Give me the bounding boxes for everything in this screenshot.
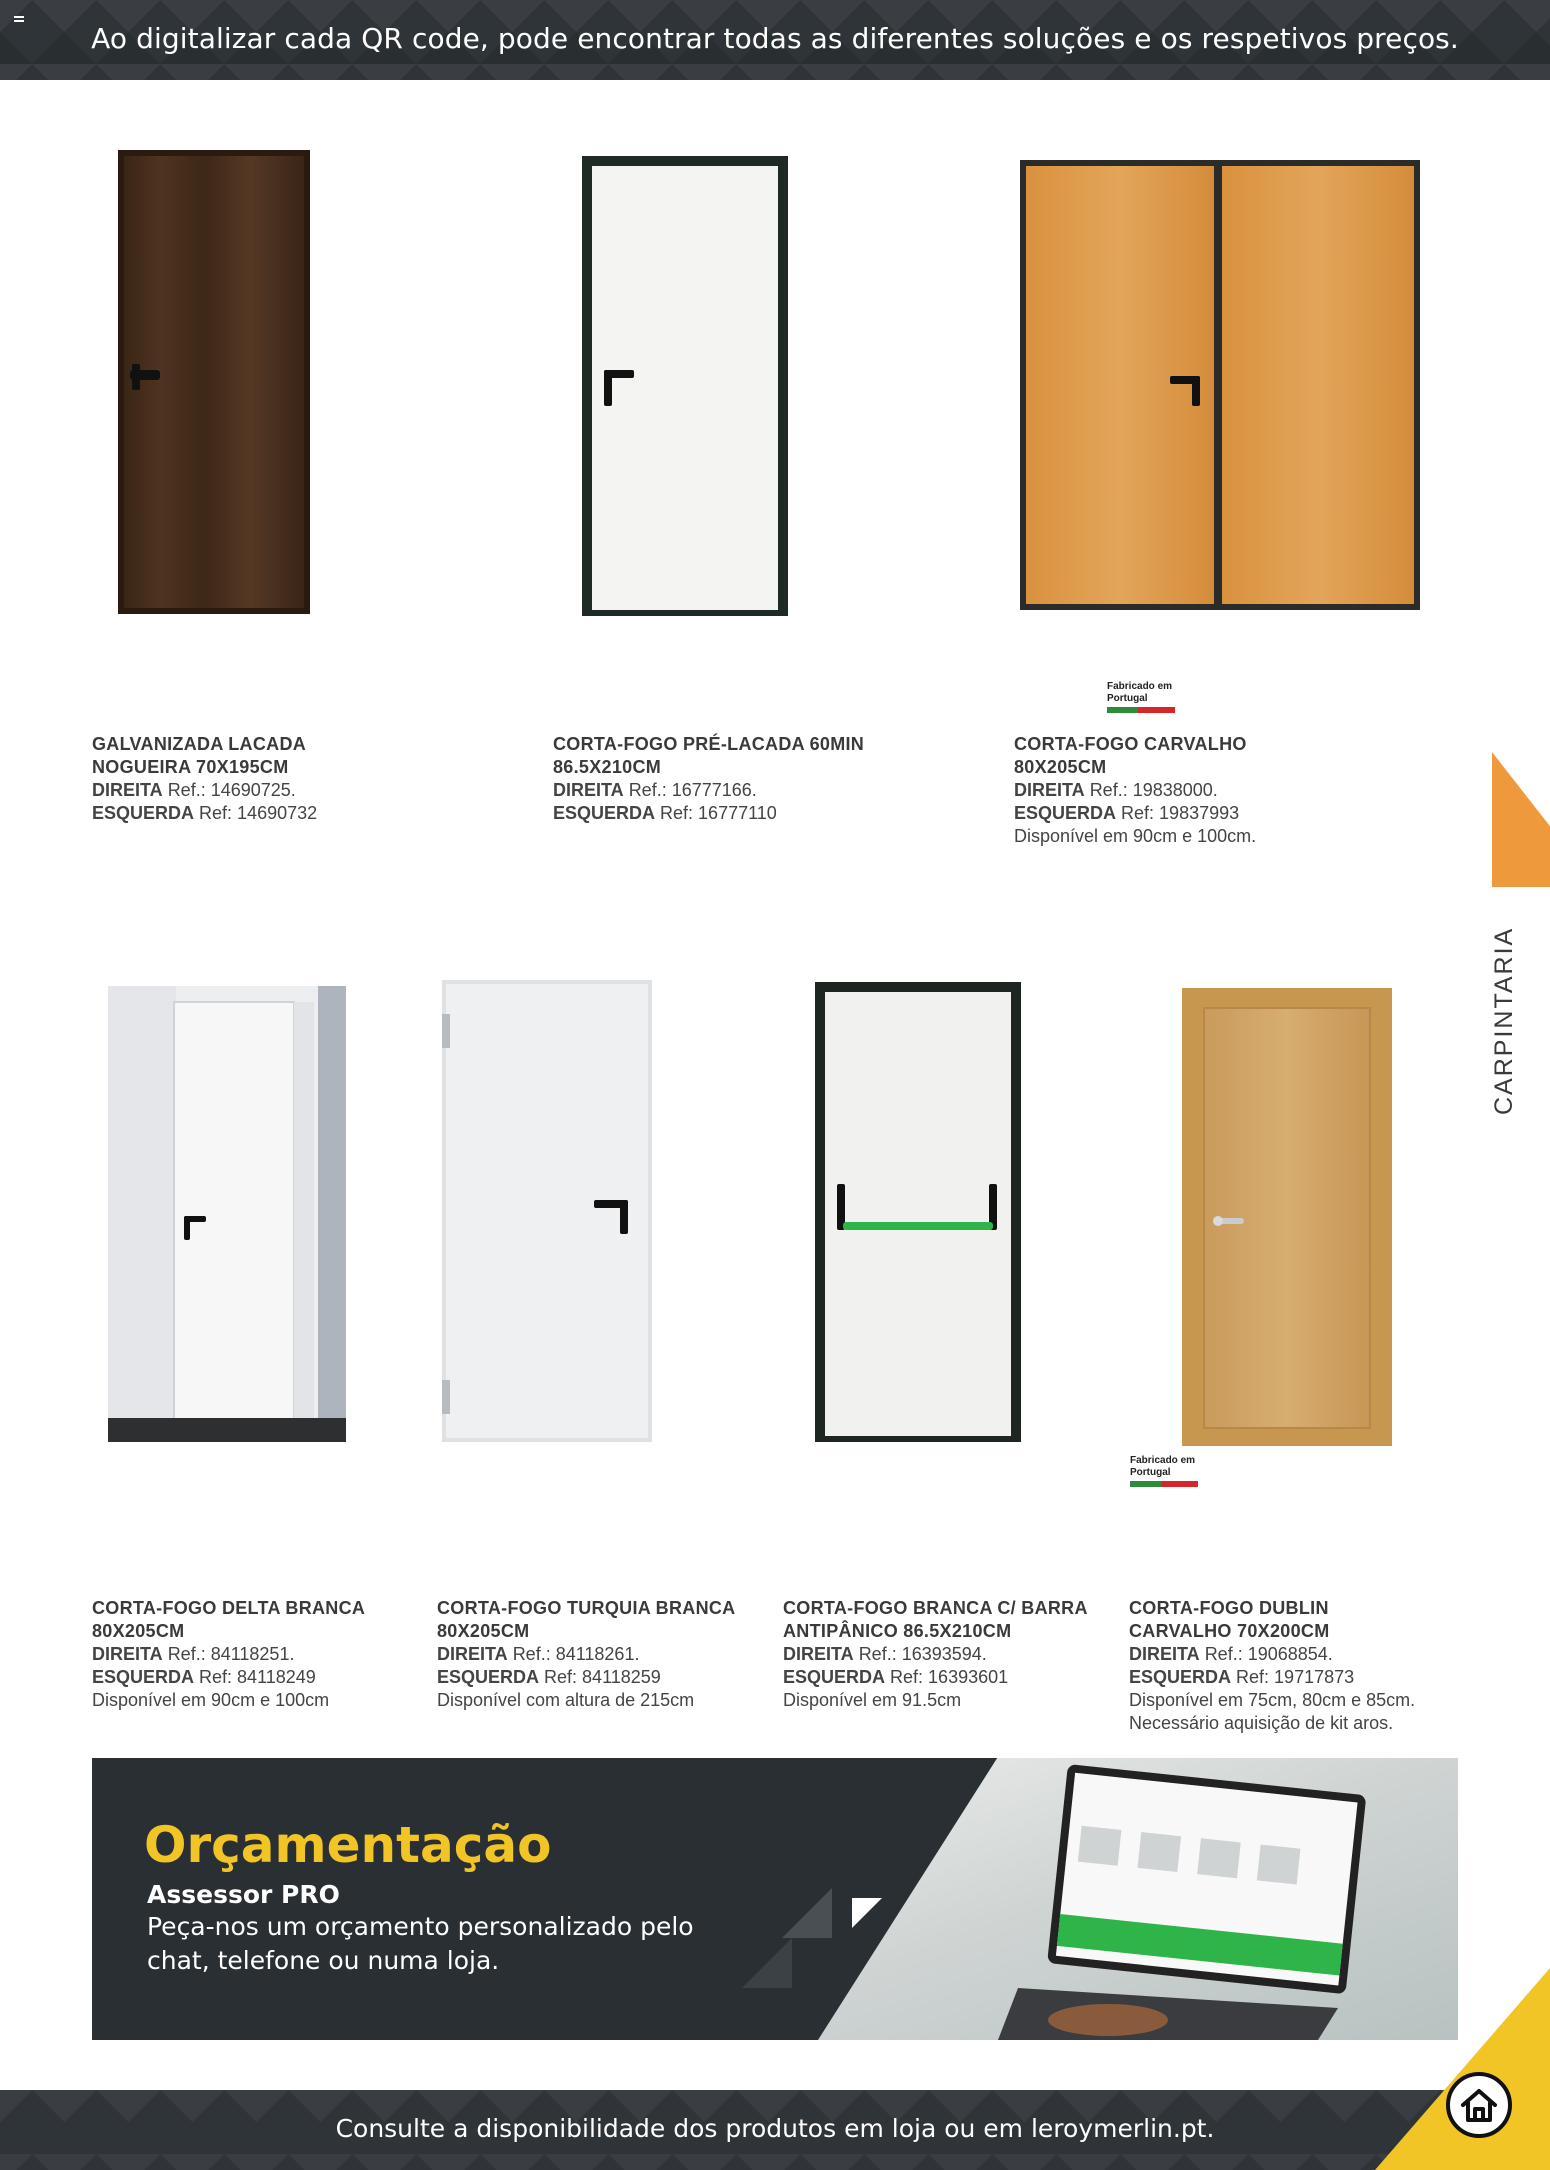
product-info [1014,733,1256,848]
product-note: Disponível com altura de 215cm [437,1690,695,1710]
decor-triangle [742,1938,792,1988]
product-image-corta-fogo-dublin [1182,988,1392,1450]
ref-value-left: Ref: 16777110 [660,803,777,823]
top-banner [0,0,1550,80]
ref-label-left: ESQUERDA [553,803,656,823]
footer-text: Consulte a disponibilidade dos produtos em loja ou em leroymerlin.pt. [335,2114,1215,2143]
section-label: CARPINTARIA [1490,926,1518,1115]
ref-value-left: Ref: 14690732 [199,803,318,823]
banner-subtitle: Assessor PRO [147,1880,340,1909]
product-image-corta-fogo-carvalho [1020,160,1420,614]
product-name-line2: CARVALHO 70X200CM [1129,1621,1330,1641]
ref-label-right: DIREITA [553,780,624,800]
decor-triangle [852,1898,882,1928]
product-name-line2: 80X205CM [1014,757,1107,777]
ref-value-left: Ref: 19717873 [1236,1667,1355,1687]
product-name-line2: 80X205CM [92,1621,185,1641]
ref-label-left: ESQUERDA [783,1667,886,1687]
banner-title: Orçamentação [144,1816,552,1874]
product-info [437,1597,735,1712]
product-info [92,1597,365,1712]
made-in-portugal-badge [1130,1455,1210,1487]
ref-value-right: Ref.: 19068854. [1204,1644,1333,1664]
product-name-line2: ANTIPÂNICO 86.5X210CM [783,1621,1012,1641]
product-image-corta-fogo-delta [108,986,346,1446]
ref-label-left: ESQUERDA [437,1667,540,1687]
ref-label-right: DIREITA [1129,1644,1200,1664]
banner-body: Peça-nos um orçamento personalizado pelo chat, telefone ou numa loja. [147,1912,694,1975]
ref-label-left: ESQUERDA [1129,1667,1232,1687]
made-in-portugal-text: Fabricado em Portugal [1107,681,1173,704]
product-image-corta-fogo-turquia [442,980,652,1446]
top-banner-text: Ao digitalizar cada QR code, pode encontrar todas as diferentes soluções e os respetivos preços. [91,22,1459,55]
ref-value-right: Ref.: 14690725. [167,780,296,800]
product-image-corta-fogo-pre-lacada [582,156,788,620]
product-name-line2: 80X205CM [437,1621,530,1641]
home-icon [1459,2085,1499,2125]
ref-value-right: Ref.: 84118261. [512,1644,640,1664]
home-button[interactable] [1446,2072,1512,2138]
ref-value-left: Ref: 84118259 [544,1667,661,1687]
ref-label-right: DIREITA [92,780,163,800]
product-info [553,733,864,825]
ref-value-left: Ref: 16393601 [890,1667,1009,1687]
laptop-photo [818,1758,1458,2040]
decor-triangle [782,1888,832,1938]
product-note: Disponível em 75cm, 80cm e 85cm. [1129,1690,1416,1710]
ref-label-left: ESQUERDA [92,803,195,823]
product-note: Disponível em 90cm e 100cm. [1014,826,1257,846]
ref-label-right: DIREITA [783,1644,854,1664]
product-name: CORTA-FOGO CARVALHO [1014,734,1247,754]
ref-label-right: DIREITA [92,1644,163,1664]
product-info [1129,1597,1415,1735]
product-name: CORTA-FOGO PRÉ-LACADA 60MIN [553,734,865,754]
ref-value-right: Ref.: 16393594. [858,1644,987,1664]
product-name-line2: 86.5X210CM [553,757,662,777]
footer-bar [0,2090,1550,2170]
product-name: CORTA-FOGO BRANCA C/ BARRA [783,1598,1088,1618]
ref-label-right: DIREITA [1014,780,1085,800]
ref-value-left: Ref: 19837993 [1121,803,1240,823]
made-in-portugal-badge [1107,681,1187,713]
ref-value-right: Ref.: 84118251. [167,1644,295,1664]
product-name: CORTA-FOGO DELTA BRANCA [92,1598,366,1618]
ref-label-right: DIREITA [437,1644,508,1664]
product-info [92,733,317,825]
budget-promo-banner[interactable] [92,1758,1458,2040]
product-image-galvanizada-nogueira [118,150,310,618]
product-info [783,1597,1088,1712]
section-tab [1492,752,1550,887]
product-image-corta-fogo-antipanico [815,982,1021,1446]
product-name: GALVANIZADA LACADA [92,734,307,754]
product-note-2: Necessário aquisição de kit aros. [1129,1713,1394,1733]
product-note: Disponível em 91.5cm [783,1690,962,1710]
ref-label-left: ESQUERDA [1014,803,1117,823]
ref-value-left: Ref: 84118249 [199,1667,316,1687]
ref-label-left: ESQUERDA [92,1667,195,1687]
ref-value-right: Ref.: 19838000. [1089,780,1218,800]
product-note: Disponível em 90cm e 100cm [92,1690,330,1710]
product-name: CORTA-FOGO TURQUIA BRANCA [437,1598,736,1618]
product-name: CORTA-FOGO DUBLIN [1129,1598,1329,1618]
ref-value-right: Ref.: 16777166. [628,780,757,800]
product-name-line2: NOGUEIRA 70X195CM [92,757,289,777]
made-in-portugal-text: Fabricado em Portugal [1130,1455,1196,1478]
